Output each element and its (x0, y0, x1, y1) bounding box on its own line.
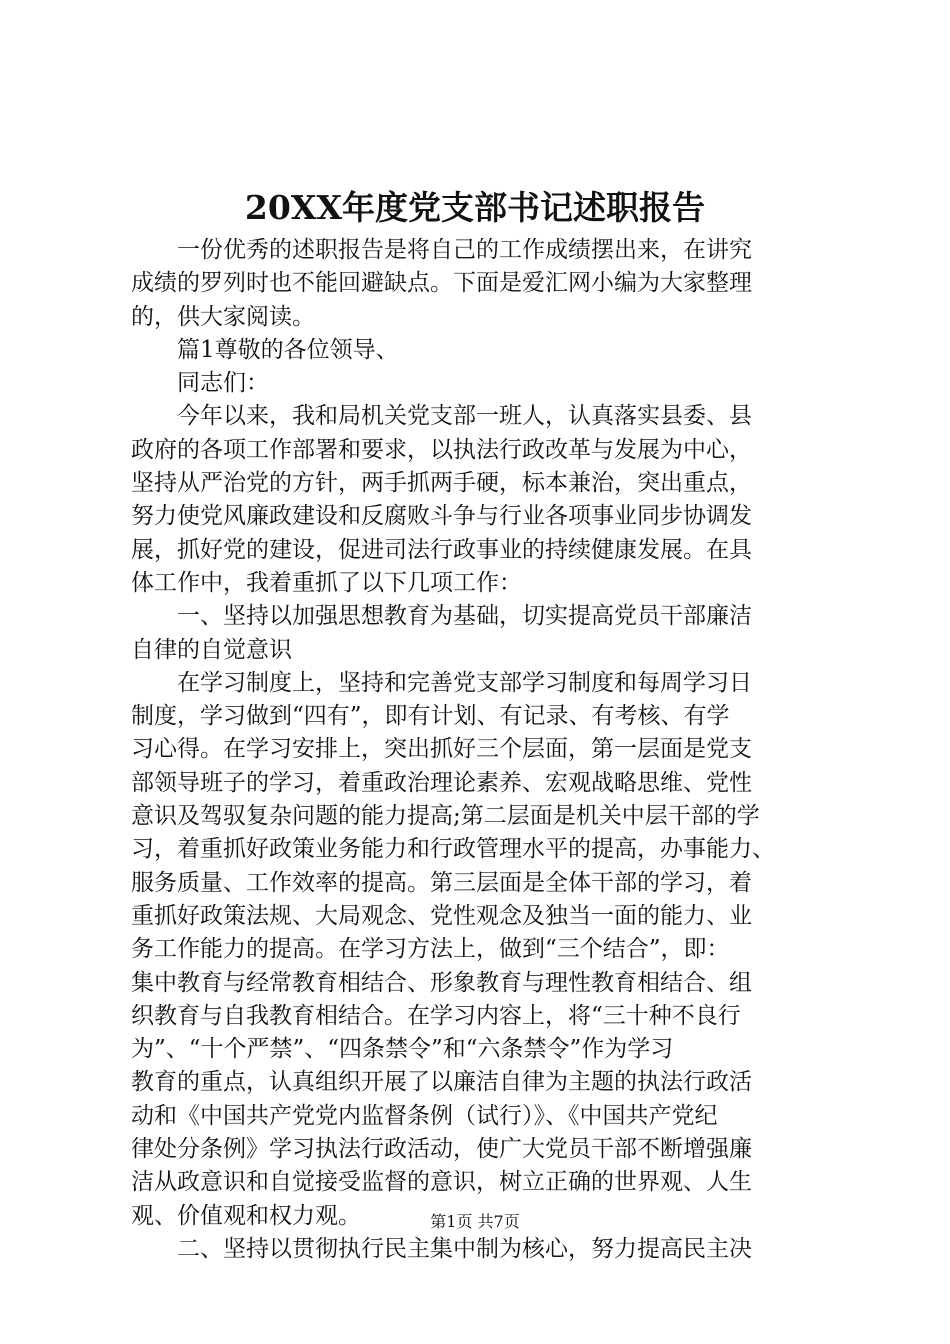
text-line: 篇1尊敬的各位领导、 (177, 336, 399, 363)
text-line: 制度，学习做到“四有”，即有计划、有记录、有考核、有学 (131, 703, 730, 730)
text-line: 律处分条例》学习执法行政活动，使广大党员干部不断增强廉 (131, 1136, 752, 1163)
text-line: 体工作中，我着重抓了以下几项工作： (131, 569, 522, 596)
text-line: 成绩的罗列时也不能回避缺点。下面是爱汇网小编为大家整理 (131, 270, 752, 297)
text-line: 习心得。在学习安排上，突出抓好三个层面，第一层面是党支 (131, 736, 752, 763)
text-line: 的，供大家阅读。 (131, 303, 315, 330)
page-footer: 第1页 共7页 (430, 1212, 520, 1231)
text-line: 教育的重点，认真组织开展了以廉洁自律为主题的执法行政活 (131, 1069, 752, 1096)
document-title: 20XX年度党支部书记述职报告 (244, 188, 706, 227)
text-line: 一、坚持以加强思想教育为基础，切实提高党员干部廉洁 (177, 603, 752, 630)
text-line: 一份优秀的述职报告是将自己的工作成绩摆出来，在讲究 (177, 237, 752, 263)
text-line: 同志们： (177, 370, 269, 397)
text-line: 展，抓好党的建设，促进司法行政事业的持续健康发展。在具 (131, 536, 752, 563)
text-line: 重抓好政策法规、大局观念、党性观念及独当一面的能力、业 (131, 902, 752, 929)
text-line: 在学习制度上，坚持和完善党支部学习制度和每周学习日 (177, 669, 752, 696)
text-line: 努力使党风廉政建设和反腐败斗争与行业各项事业同步协调发 (131, 503, 752, 530)
text-line: 二、坚持以贯彻执行民主集中制为核心，努力提高民主决 (177, 1235, 752, 1262)
text-line: 部领导班子的学习，着重政治理论素养、宏观战略思维、党性 (131, 769, 752, 796)
text-line: 习，着重抓好政策业务能力和行政管理水平的提高，办事能力、 (131, 836, 775, 863)
document-body (131, 234, 831, 1266)
text-line: 今年以来，我和局机关党支部一班人，认真落实县委、县 (177, 403, 752, 430)
text-line: 集中教育与经常教育相结合、形象教育与理性教育相结合、组 (131, 969, 752, 996)
text-line: 动和《中国共产党党内监督条例（试行）》、《中国共产党纪 (131, 1102, 718, 1129)
text-line: 观、价值观和权力观。 (131, 1202, 361, 1229)
text-line: 自律的自觉意识 (131, 636, 292, 663)
text-line: 坚持从严治党的方针，两手抓两手硬，标本兼治，突出重点， (131, 470, 752, 497)
text-line: 织教育与自我教育相结合。在学习内容上，将“三十种不良行 (131, 1002, 741, 1029)
text-line: 政府的各项工作部署和要求，以执法行政改革与发展为中心， (131, 436, 752, 463)
text-line: 意识及驾驭复杂问题的能力提高;第二层面是机关中层干部的学 (131, 803, 760, 830)
text-line: 服务质量、工作效率的提高。第三层面是全体干部的学习，着 (131, 869, 752, 896)
text-line: 为”、“十个严禁”、“四条禁令”和“六条禁令”作为学习 (131, 1036, 674, 1063)
text-line: 洁从政意识和自觉接受监督的意识，树立正确的世界观、人生 (131, 1169, 752, 1196)
text-line: 务工作能力的提高。在学习方法上，做到“三个结合”，即： (131, 936, 730, 963)
